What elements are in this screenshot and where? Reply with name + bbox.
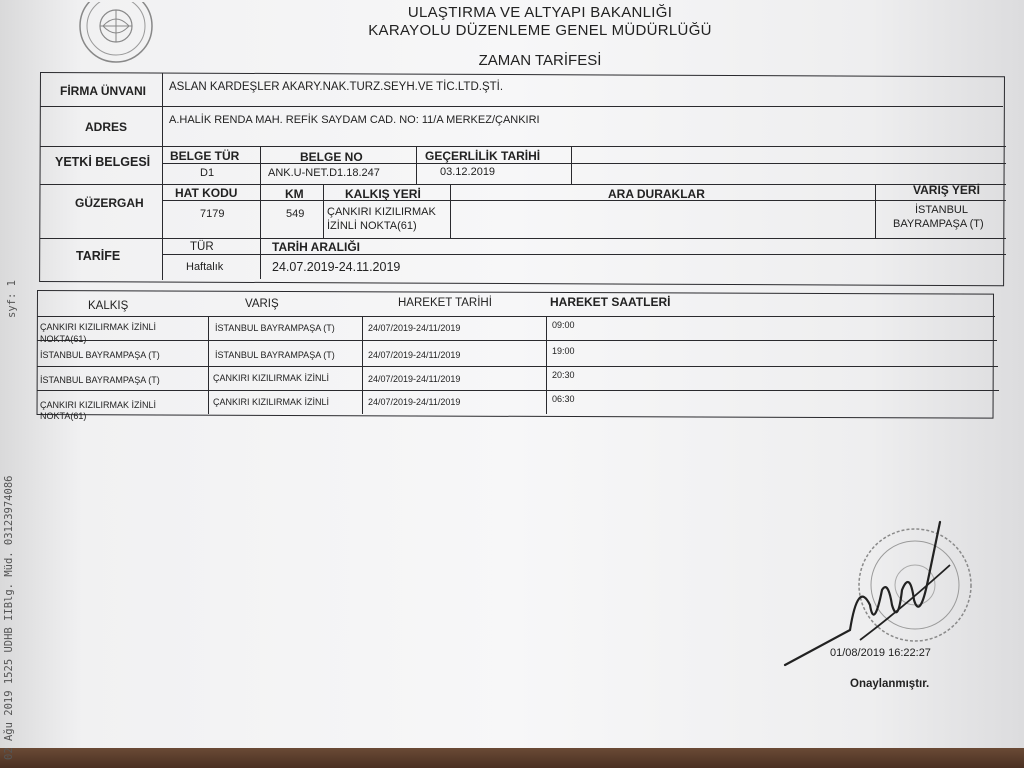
authorization-label: YETKİ BELGESİ: [55, 155, 151, 169]
arrival-column-header: VARIŞ: [245, 298, 279, 310]
document-type-value: D1: [200, 167, 215, 179]
line-code-header: HAT KODU: [175, 186, 238, 200]
directorate-title: KARAYOLU DÜZENLEME GENEL MÜDÜRLÜĞÜ: [368, 22, 712, 39]
schedule-row-3-date: 24/07/2019-24/11/2019: [368, 374, 461, 384]
tariff-type-header: TÜR: [190, 241, 214, 253]
arrival-point-header: VARIŞ YERİ: [913, 183, 980, 197]
schedule-row-4-departure-line1: ÇANKIRI KIZILIRMAK İZİNLİ: [40, 400, 157, 410]
departure-point-line2: İZİNLİ NOKTA(61): [327, 220, 417, 232]
departure-time-column-header: HAREKET SAATLERİ: [550, 295, 671, 309]
tariff-type-value: Haftalık: [186, 261, 224, 273]
approval-status: Onaylanmıştır.: [850, 678, 930, 690]
table-surface: [0, 748, 1024, 768]
departure-date-column-header: HAREKET TARİHİ: [398, 297, 492, 309]
schedule-row-2-date: 24/07/2019-24/11/2019: [368, 350, 461, 360]
schedule-row-2-arrival: İSTANBUL BAYRAMPAŞA (T): [215, 350, 335, 360]
fax-stamp-text: 02 Ağu 2019 1525 UDHB IIBlg. Müd. 03123974086: [3, 475, 15, 760]
document-number-header: BELGE NO: [300, 150, 363, 164]
tariff-label: TARİFE: [76, 249, 121, 263]
schedule-row-3-arrival: ÇANKIRI KIZILIRMAK İZİNLİ: [213, 373, 330, 383]
address-value: A.HALİK RENDA MAH. REFİK SAYDAM CAD. NO: 11/A MERKEZ/ÇANKIRI: [169, 114, 540, 126]
schedule-row-1-arrival: İSTANBUL BAYRAMPAŞA (T): [215, 323, 335, 333]
schedule-row-1-departure-line1: ÇANKIRI KIZILIRMAK İZİNLİ: [40, 322, 157, 332]
firm-label: FİRMA ÜNVANI: [60, 84, 146, 98]
validity-date-header: GEÇERLİLİK TARİHİ: [425, 149, 541, 163]
km-value: 549: [286, 208, 305, 220]
document-title: ZAMAN TARİFESİ: [478, 52, 602, 69]
validity-date-value: 03.12.2019: [440, 166, 496, 178]
route-label: GÜZERGAH: [75, 196, 144, 210]
departure-point-header: KALKIŞ YERİ: [345, 187, 421, 201]
schedule-row-1-departure-line2: NOKTA(61): [40, 334, 87, 344]
document-type-header: BELGE TÜR: [170, 149, 240, 163]
km-header: KM: [285, 187, 304, 201]
address-label: ADRES: [85, 120, 128, 134]
schedule-row-4-arrival: ÇANKIRI KIZILIRMAK İZİNLİ: [213, 397, 330, 407]
approval-datetime: 01/08/2019 16:22:27: [830, 647, 931, 659]
ministry-title: ULAŞTIRMA VE ALTYAPI BAKANLIĞI: [407, 4, 673, 21]
schedule-row-2-departure: İSTANBUL BAYRAMPAŞA (T): [40, 350, 160, 360]
departure-column-header: KALKIŞ: [88, 300, 129, 312]
departure-point-line1: ÇANKIRI KIZILIRMAK: [327, 206, 436, 218]
arrival-point-line2: BAYRAMPAŞA (T): [893, 218, 984, 230]
date-range-header: TARİH ARALIĞI: [272, 240, 360, 254]
intermediate-stops-header: ARA DURAKLAR: [608, 187, 705, 201]
date-range-value: 24.07.2019-24.11.2019: [272, 260, 401, 274]
schedule-row-1-time: 09:00: [552, 320, 575, 330]
schedule-row-3-time: 20:30: [552, 370, 575, 380]
firm-value: ASLAN KARDEŞLER AKARY.NAK.TURZ.SEYH.VE TİC.LTD.ŞTİ.: [169, 81, 504, 93]
page-number: syf: 1: [6, 280, 18, 318]
schedule-row-4-time: 06:30: [552, 394, 575, 404]
schedule-row-1-date: 24/07/2019-24/11/2019: [368, 323, 461, 333]
arrival-point-line1: İSTANBUL: [915, 204, 968, 216]
document-number-value: ANK.U-NET.D1.18.247: [268, 167, 380, 179]
schedule-row-2-time: 19:00: [552, 346, 575, 356]
schedule-row-3-departure: İSTANBUL BAYRAMPAŞA (T): [40, 375, 160, 385]
line-code-value: 7179: [200, 208, 225, 220]
schedule-row-4-date: 24/07/2019-24/11/2019: [368, 397, 461, 407]
schedule-row-4-departure-line2: NOKTA(61): [40, 411, 87, 421]
